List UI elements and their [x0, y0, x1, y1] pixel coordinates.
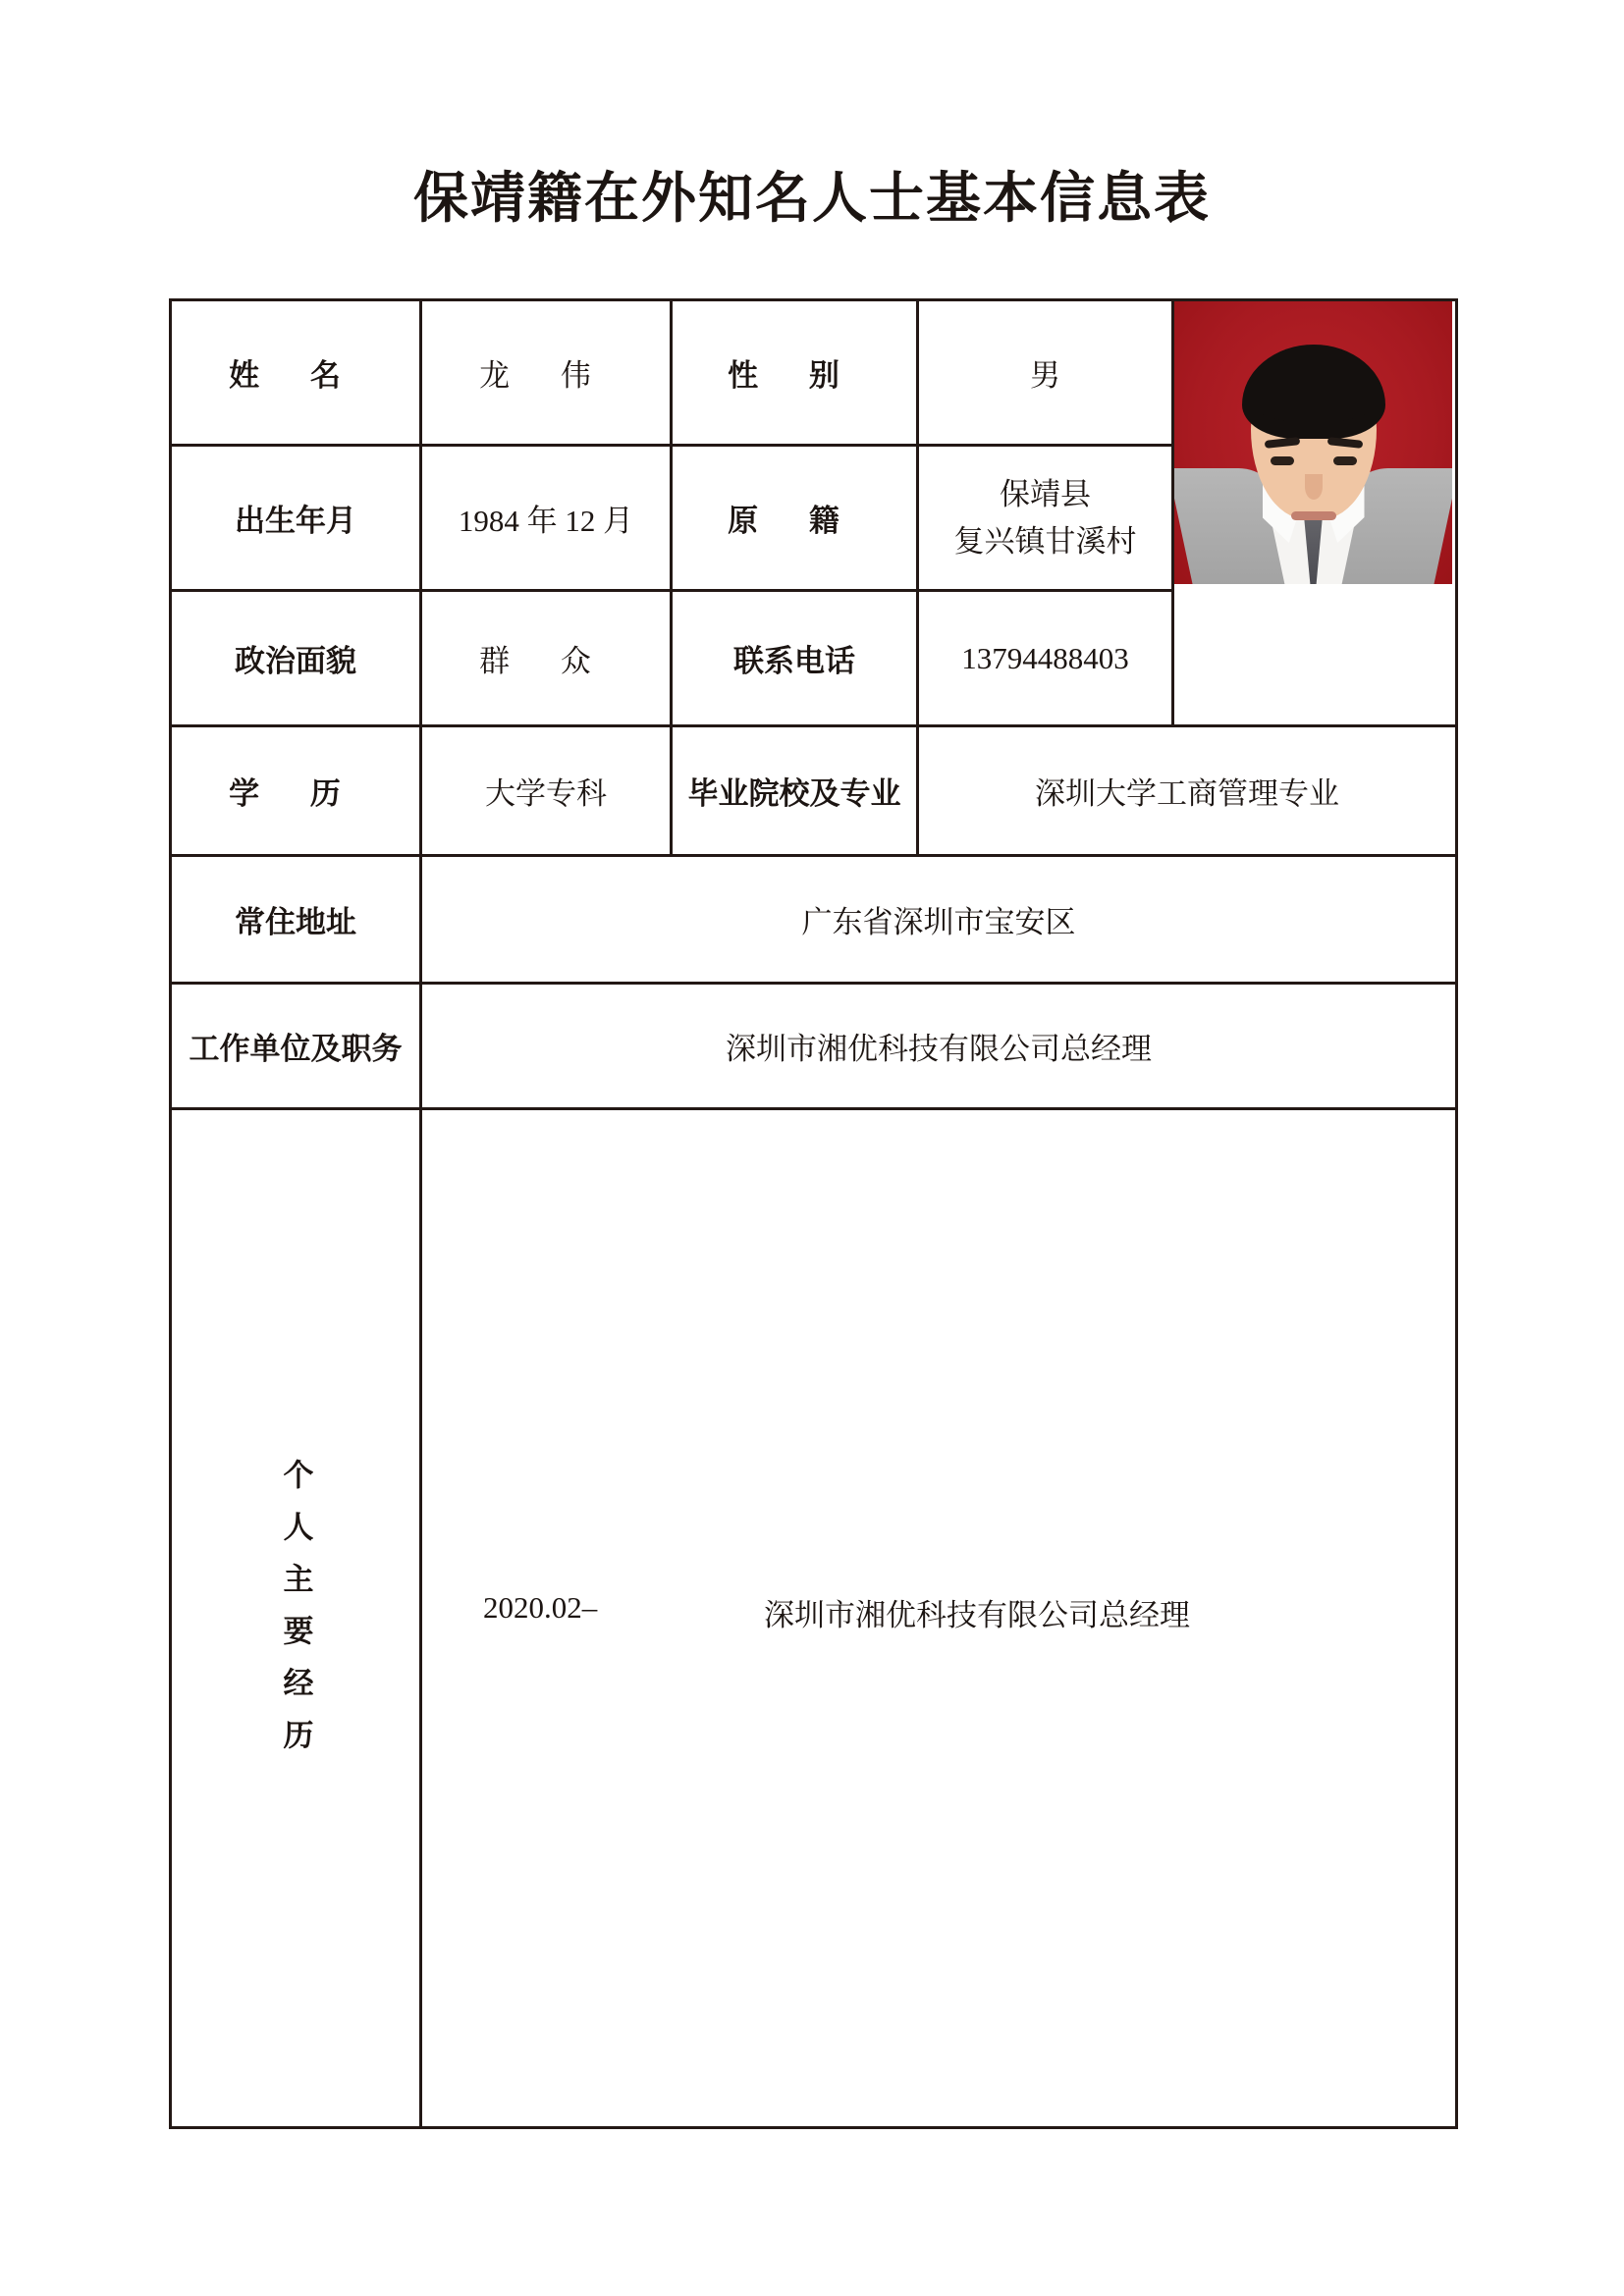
value-native-place: [919, 471, 1171, 565]
cell-value-political-status: [421, 591, 672, 726]
value-phone: 13794488403: [961, 640, 1129, 675]
photo-wrapper: [1174, 301, 1455, 724]
cell-value-school-major: [918, 726, 1457, 856]
experience-entry-date: 2020.02–: [483, 1589, 598, 1625]
table-row-name: [171, 300, 1457, 446]
photo-mouth: [1291, 511, 1336, 520]
cell-value-employer: [421, 984, 1457, 1109]
value-education: 大学专科: [485, 776, 607, 811]
cell-value-experience: [421, 1109, 1457, 2128]
cell-label-education: [171, 726, 421, 856]
cell-value-residence: [421, 856, 1457, 984]
label-experience: 个人主要经历: [278, 1458, 313, 1771]
label-native-place: 原 籍: [728, 504, 861, 538]
value-employer: 深圳市湘优科技有限公司总经理: [726, 1032, 1152, 1066]
label-residence: 常住地址: [235, 905, 356, 939]
label-education: 学 历: [229, 776, 362, 811]
table-row-employer: [171, 984, 1457, 1109]
cell-label-school-major: [672, 726, 918, 856]
cell-label-experience: [171, 1109, 421, 2128]
id-photo: [1174, 301, 1452, 584]
cell-label-residence: [171, 856, 421, 984]
table-row-residence: [171, 856, 1457, 984]
cell-label-native-place: [672, 446, 918, 591]
cell-value-education: [421, 726, 672, 856]
cell-value-birth-date: [421, 446, 672, 591]
cell-value-native-place: [918, 446, 1173, 591]
value-name: 龙 伟: [479, 358, 613, 393]
label-phone: 联系电话: [733, 644, 855, 678]
label-gender: 性 别: [728, 358, 861, 393]
cell-label-phone: [672, 591, 918, 726]
personal-info-table: [169, 298, 1458, 2129]
value-school-major: 深圳大学工商管理专业: [1035, 776, 1339, 811]
cell-photo: [1173, 300, 1457, 726]
value-political-status: 群 众: [479, 644, 613, 678]
cell-label-employer: [171, 984, 421, 1109]
label-school-major: 毕业院校及专业: [687, 776, 901, 811]
label-employer: 工作单位及职务: [189, 1032, 403, 1066]
value-gender: 男: [1030, 358, 1060, 393]
label-political-status: 政治面貌: [235, 644, 356, 678]
label-birth-date: 出生年月: [235, 504, 356, 538]
experience-list: [422, 1112, 1455, 2125]
table-row-experience: [171, 1109, 1457, 2128]
table-row-education: [171, 726, 1457, 856]
value-birth-date: 1984 年 12 月: [458, 504, 634, 538]
cell-value-phone: [918, 591, 1173, 726]
cell-label-political-status: [171, 591, 421, 726]
label-name: 姓 名: [229, 358, 362, 393]
photo-eye-left: [1271, 456, 1294, 465]
value-native-place-line2: 复兴镇甘溪村: [953, 523, 1137, 559]
cell-value-name: [421, 300, 672, 446]
experience-entry-description: 深圳市湘优科技有限公司总经理: [764, 1597, 1190, 1632]
photo-nose: [1305, 474, 1323, 500]
page-title: 保靖籍在外知名人士基本信息表: [413, 169, 1211, 230]
cell-label-name: [171, 300, 421, 446]
cell-label-birth-date: [171, 446, 421, 591]
value-native-place-line1: 保靖县: [1000, 476, 1091, 511]
cell-value-gender: [918, 300, 1173, 446]
cell-label-gender: [672, 300, 918, 446]
photo-eye-right: [1333, 456, 1357, 465]
value-residence: 广东省深圳市宝安区: [801, 905, 1076, 939]
